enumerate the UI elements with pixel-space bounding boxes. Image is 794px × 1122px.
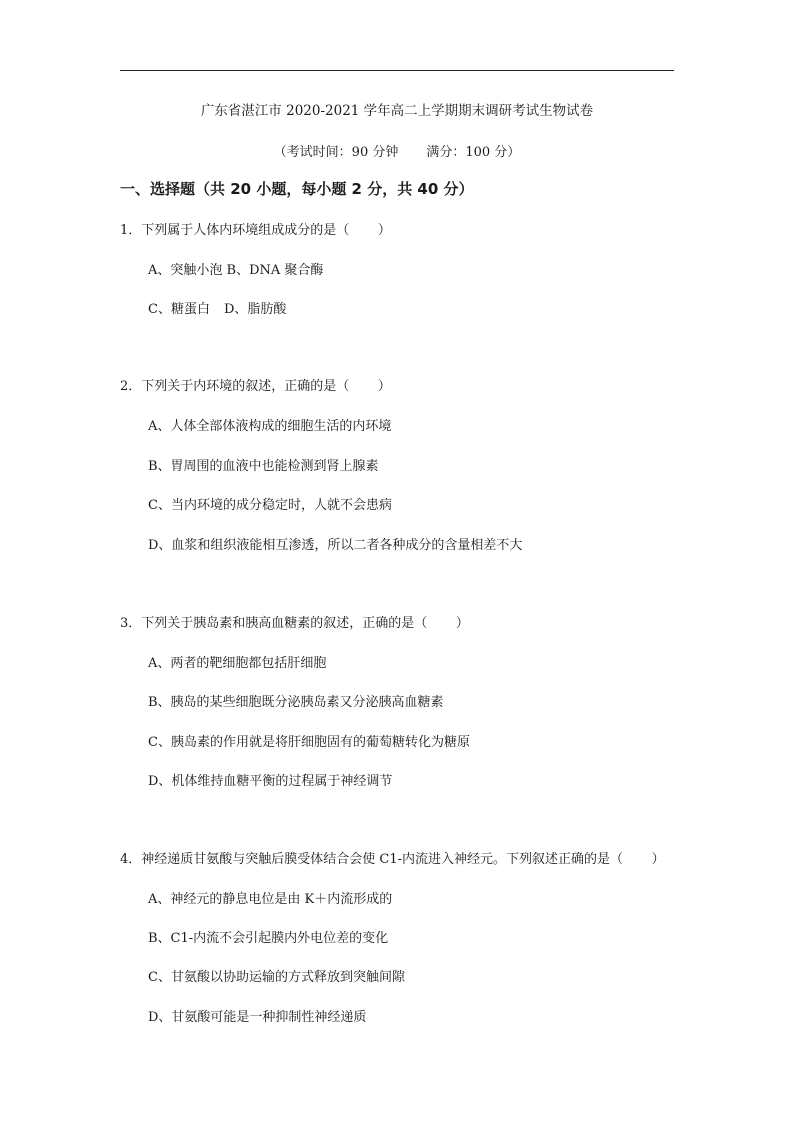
exam-info xyxy=(0,141,794,160)
exam-time: （考试时间：90 分钟 xyxy=(273,145,399,160)
question-1-stem: 1．下列属于人体内环境组成成分的是（ ） xyxy=(120,223,391,238)
question-4-option-d: D、甘氨酸可能是一种抑制性神经递质 xyxy=(148,1010,367,1025)
header-rule xyxy=(120,70,674,71)
section-heading: 一、选择题（共 20 小题，每小题 2 分，共 40 分） xyxy=(120,180,474,198)
question-1-option-cd xyxy=(148,298,286,317)
question-1-option-ab: A、突触小泡 B、DNA 聚合酶 xyxy=(148,263,324,278)
paper-title: 广东省湛江市 2020-2021 学年高二上学期期末调研考试生物试卷 xyxy=(200,103,594,119)
question-4-option-b: B、C1-内流不会引起膜内外电位差的变化 xyxy=(148,931,389,946)
question-1-option-d: D、脂肪酸 xyxy=(223,302,287,317)
question-2-option-b: B、胃周围的血液中也能检测到肾上腺素 xyxy=(148,459,379,474)
question-3-option-b: B、胰岛的某些细胞既分泌胰岛素又分泌胰高血糖素 xyxy=(148,695,444,710)
question-3-stem: 3．下列关于胰岛素和胰高血糖素的叙述，正确的是（ ） xyxy=(120,616,469,631)
question-2-option-a: A、人体全部体液构成的细胞生活的内环境 xyxy=(148,419,392,434)
question-4-stem: 4．神经递质甘氨酸与突触后膜受体结合会使 C1-内流进入神经元。下列叙述正确的是（ ） xyxy=(120,852,665,867)
question-3-option-a: A、两者的靶细胞都包括肝细胞 xyxy=(148,656,327,671)
question-2-option-d: D、血浆和组织液能相互渗透，所以二者各种成分的含量相差不大 xyxy=(148,538,523,553)
question-4-option-c: C、甘氨酸以协助运输的方式释放到突触间隙 xyxy=(148,970,405,985)
question-3-option-c: C、胰岛素的作用就是将肝细胞固有的葡萄糖转化为糖原 xyxy=(148,735,470,750)
question-4-option-a: A、神经元的静息电位是由 K＋内流形成的 xyxy=(148,892,393,907)
exam-score: 满分：100 分） xyxy=(426,145,521,160)
question-2-option-c: C、当内环境的成分稳定时，人就不会患病 xyxy=(148,498,392,513)
question-2-stem: 2．下列关于内环境的叙述，正确的是（ ） xyxy=(120,379,391,394)
question-3-option-d: D、机体维持血糖平衡的过程属于神经调节 xyxy=(148,774,393,789)
question-1-option-c: C、糖蛋白 xyxy=(148,302,210,317)
